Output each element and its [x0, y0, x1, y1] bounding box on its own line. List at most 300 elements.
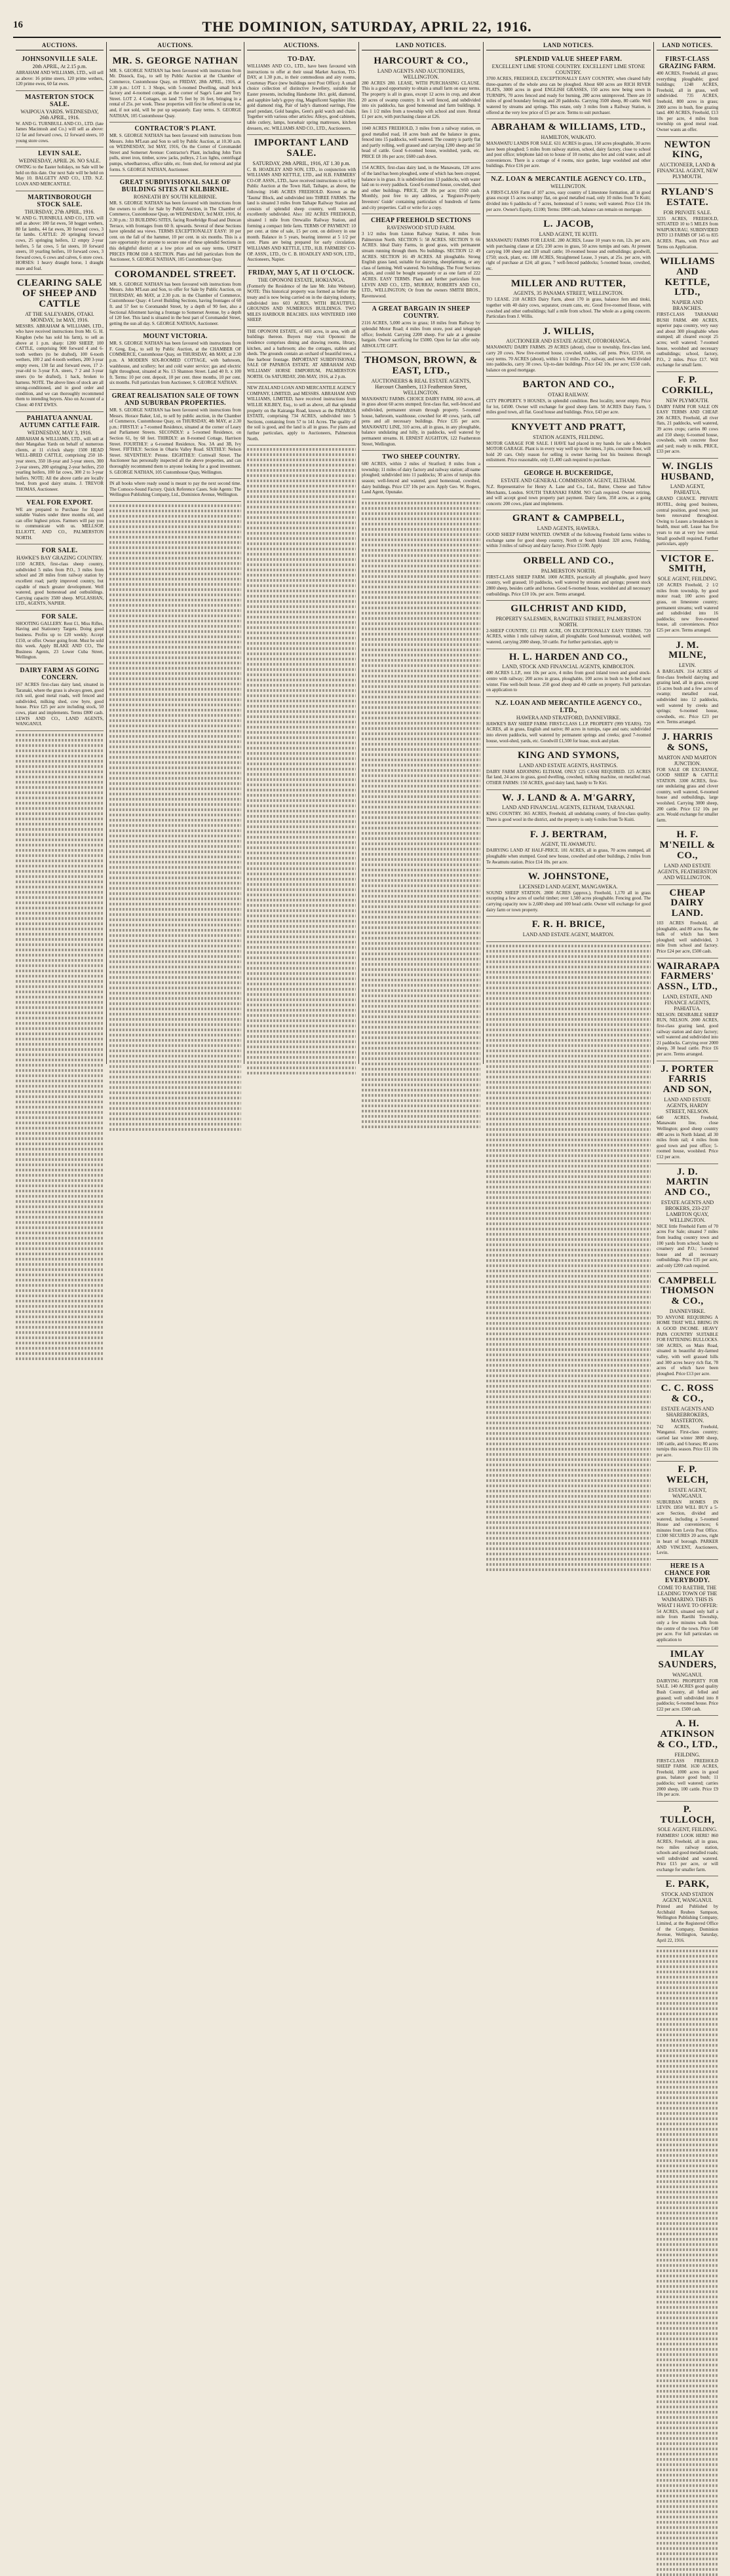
- ad-subheading: HAWKE'S BAY GRAZING COUNTRY.: [16, 555, 104, 561]
- ad-subheading: LAND AGENT, PAHIATUA.: [670, 483, 705, 496]
- print-line: [109, 725, 241, 727]
- print-line: [247, 495, 356, 498]
- print-line: [486, 1264, 651, 1267]
- print-line: [362, 502, 480, 504]
- ad-body: 3700 ACRES, FREEHOLD, EXCEPTIONALLY EASY COUNTRY, when cleared fully three-quarters of the whole area can be ploughed. About 600 acres are RICH RIVER FLATS, 3000 acres in good ENGLISH GRASSES, 150 acres now being sown in TURNIPS, 70 acres fenced and ready for burning, 280 acres unimproved. There are 10 miles of good boundary fencing and 20 paddocks. Carrying 3500 sheep, 80 cattle. Well watered by streams and springs. This estate, only 3 miles from a Railway Station, is offered at the very low price of £5 per acre. Terms to suit purchaser.: [486, 76, 651, 115]
- print-line: [109, 651, 241, 654]
- advertisement: [16, 664, 104, 731]
- print-line: [109, 1070, 241, 1073]
- print-line: [16, 1164, 104, 1166]
- print-line: [109, 1097, 241, 1099]
- print-line: [657, 2175, 718, 2178]
- print-line: [109, 919, 241, 921]
- print-line: [486, 1275, 651, 1278]
- print-line: [247, 616, 356, 618]
- print-line: [486, 1070, 651, 1073]
- print-line: [247, 941, 356, 943]
- print-line: [657, 2484, 718, 2487]
- print-line: [247, 794, 356, 797]
- print-line: [109, 787, 241, 790]
- print-line: [109, 1002, 241, 1005]
- print-line: [16, 1085, 104, 1088]
- print-line: [486, 1018, 651, 1021]
- ad-body: FIRST-CLASS SHEEP FARM. 1000 ACRES, practically all ploughable, good heavy country, well grassed; 10 paddocks, well watered by streams and springs; present stock 2800 sheep, besides cattle and horses. Good 6-roomed house, woolshed and all necessary outbuildings. Price £10 10s. per acre. Terms arranged.: [486, 574, 651, 597]
- print-line: [109, 1076, 241, 1078]
- print-line: [247, 841, 356, 844]
- print-line: [657, 2537, 718, 2539]
- print-line: [657, 2196, 718, 2199]
- print-line: [362, 580, 480, 583]
- print-line: [109, 1065, 241, 1068]
- print-line: [362, 974, 480, 976]
- print-line: [247, 899, 356, 901]
- print-line: [362, 659, 480, 662]
- print-line: [657, 2238, 718, 2241]
- print-line: [362, 1057, 480, 1060]
- print-line: [362, 1031, 480, 1034]
- print-line: [109, 950, 241, 953]
- ad-body: A BARGAIN. 314 ACRES of first-class freehold dairying and grazing land, all in grass, except 15 acres bush and a few acres of swamp; metalled road, subdivided into 12 paddocks, well watered by creeks and springs; 6-roomed house, cowsheds, etc. Price £23 per acre. Terms arranged.: [657, 669, 718, 725]
- print-line: [486, 1233, 651, 1236]
- print-line: [486, 1060, 651, 1063]
- print-line: [247, 784, 356, 786]
- print-line: [247, 820, 356, 823]
- print-line: [247, 993, 356, 996]
- print-line: [247, 506, 356, 508]
- advertisement: [657, 1876, 718, 1947]
- print-line: [109, 698, 241, 701]
- print-line: [486, 1495, 651, 1498]
- print-line: [362, 947, 480, 950]
- print-line: [362, 905, 480, 908]
- ad-heading: HARCOURT & CO.,: [374, 56, 469, 66]
- print-line: [486, 1112, 651, 1115]
- print-line: [486, 1055, 651, 1057]
- print-line: [486, 1422, 651, 1424]
- ad-body: CITY PROPERTY. 9 HOUSES, in splendid condition. Best locality, never empty. Price for lot, £4500. Owner will exchange for good sheep farm. 50 ACRES Dairy Farm, 5 miles good town, all flat. Good house and buildings. Price, £43 per acre.: [486, 398, 651, 415]
- print-line: [486, 1285, 651, 1288]
- ad-body: ABRAHAM & WILLIAMS, LTD., will sell at their Mangahao Yards on behalf of numerous clients, at 11 o'clock sharp: 1500 HEAD WELL-BRED CATTLE, comprising 250 18-year steers, 350 18-year and 3-year steers, 300 2-year steers, 200 springing 2-year heifers, 250 yearling heifers, 100 fat cows, 300 2 to 3-year heifers. NOTE: All the above cattle are locally bred, from good dairy strains. J. TREVOR THOMAS, Auctioneer.: [16, 436, 104, 492]
- print-line: [486, 1097, 651, 1099]
- print-line: [657, 2165, 718, 2167]
- print-line: [16, 970, 104, 972]
- print-line: [486, 1537, 651, 1540]
- print-line: [657, 2081, 718, 2083]
- column-header: AUCTIONS.: [16, 42, 104, 50]
- ad-heading: F. P. WELCH,: [666, 1464, 709, 1486]
- print-line: [109, 1008, 241, 1010]
- print-line: [362, 890, 480, 892]
- print-line: [362, 963, 480, 966]
- print-line: [486, 1526, 651, 1529]
- print-line: [657, 2007, 718, 2010]
- print-line: [657, 1971, 718, 1973]
- print-line: [362, 937, 480, 939]
- print-line: [486, 1427, 651, 1430]
- print-line: [247, 805, 356, 807]
- print-line: [486, 1411, 651, 1414]
- ad-subheading: SOLE AGENT, FEILDING.: [657, 1827, 718, 1833]
- print-line: [657, 2060, 718, 2062]
- print-line: [657, 2568, 718, 2571]
- print-line: [486, 1532, 651, 1534]
- print-line: [109, 808, 241, 811]
- ad-body: MOTOR GARAGE FOR SALE. I HAVE had placed in my hands for sale a Modern MOTOR GARAGE. Plant is in every way well up to the times, 3 pits, concrete floor, will hold 20 cars. Only reason for selling is owner having lost his business through enlistment. Price reasonable, only £1,400 cash required to purchase.: [486, 440, 651, 463]
- ad-heading: GILCHRIST AND KIDD,: [510, 603, 626, 615]
- print-line: [109, 531, 241, 533]
- print-line: [16, 802, 104, 805]
- print-line: [362, 601, 480, 604]
- print-line: [247, 605, 356, 608]
- ad-body: 1040 ACRES FREEHOLD, 3 miles from a railway station, on good metalled road, 18 acres bush and the balance in grass, fenced into 15 paddocks, well watered. The country is partly flat and partly rolling, well grassed and carrying 1200 sheep and 50 head of cattle. Good 6-roomed house, woolshed, yards, etc. PRICE £8 10s per acre; £600 cash down.: [362, 125, 480, 159]
- print-line: [16, 1022, 104, 1025]
- ad-subheading: WANGANUI.: [672, 1671, 702, 1678]
- print-line: [109, 704, 241, 706]
- print-line: [16, 760, 104, 763]
- ad-heading: W. INGLIS HUSBAND,: [661, 461, 714, 482]
- print-line: [247, 883, 356, 886]
- print-line: [16, 1080, 104, 1082]
- print-line: [16, 865, 104, 867]
- print-line: [16, 917, 104, 920]
- advertisement: [109, 267, 241, 331]
- print-line: [109, 599, 241, 601]
- ad-subheading: COME TO RAETIHI, THE LEADING TOWN OF THE WAIMARINO. THIS IS WHAT I HAVE TO OFFER:: [657, 1584, 718, 1608]
- print-line: [109, 1013, 241, 1015]
- print-line: [362, 691, 480, 693]
- print-line: [362, 774, 480, 777]
- ad-heading: J. D. MARTIN AND CO.,: [664, 1166, 711, 1198]
- advertisement: [247, 383, 356, 445]
- ad-body: C. B. HOADLEY AND SON, LTD., in conjunction with WILLIAMS AND KETTLE, LTD., and H.B. FARMERS' CO-OP. ASSN., LTD., have received instructions to sell by Public Auction at the Town Hall, Taihape, as above, the following: 1646 ACRES FREEHOLD. Known as the 'Tauma' Block, and subdivided into THREE FARMS. The land is situated 3 miles from Taihape Railway Station and consists of splendid sheep country, well watered, excellently subdivided. Also: 182 ACRES FREEHOLD, situated 1 mile from Orewailio Railway Station, and forming a compact little farm. TERMS OF PAYMENT: 10 per cent. at time of sale, 15 per cent. on delivery in one month. Balance in 5 years, bearing interest at 5 1/2 per cent. Plans are being prepared for early circulation. WILLIAMS AND KETTLE, LTD., H.B. FARMERS' CO-OP. ASSN., LTD., Or C. B. HOADLEY AND SON, LTD., Auctioneers, Napier.: [247, 166, 356, 263]
- ad-subheading: FEILDING.: [674, 1751, 701, 1758]
- print-line: [109, 903, 241, 905]
- print-line: [486, 1547, 651, 1550]
- print-line: [247, 1046, 356, 1048]
- print-line: [109, 683, 241, 685]
- print-line: [109, 730, 241, 732]
- ad-subheading: AGENTS, 35 PANAMA STREET, WELLINGTON.: [513, 290, 624, 297]
- print-line: [362, 544, 480, 546]
- print-line: [486, 1133, 651, 1136]
- ad-body: (Formerly the Residence of the late Mr. John Webster). NOTE: This historical property was formed as before the treaty and is now being carried on in the dairying industry, subdivided into 603 ACRES, WITH BEAUTIFUL GROUNDS AND NUMEROUS BUILDINGS. TWO MILES HARBOUR BEACHES. HAS WINTERED 1000 SHEEP.: [247, 283, 356, 323]
- print-line: [247, 726, 356, 729]
- print-line: [657, 2395, 718, 2398]
- ad-body: MR. S. GEORGE NATHAN has been favoured with instructions from Messrs. Horace Baker, Ltd., to sell by public auction, in the Chamber of Commerce, Customhouse Quay, on THURSDAY, 4th MAY, at 2.30 p.m.: FIRSTLY: a 7-roomed Residence, situated at the corner of Leary and Parliament Streets. SECONDLY: a 5-roomed Residence, on Section 61, by 60 feet. THIRDLY: an 8-roomed Cottage, Harrison Street. FOURTHLY: a 6-roomed Residence, Nos. 3A and 3B, Ivy Street. FIFTHLY: Section in Ohariu Valley Road. SIXTHLY: Nelson Street. SEVENTHLY: Petone. EIGHTHLY: Cornwall Street. The Auctioneer has personally inspected all the above properties, and can thoroughly recommend them to anyone looking for a good investment. S. GEORGE NATHAN, 105 Customhouse Quay, Wellington.: [109, 407, 241, 475]
- print-line: [109, 997, 241, 1000]
- print-line: [16, 1326, 104, 1329]
- ad-subheading: NEW PLYMOUTH.: [666, 397, 709, 404]
- print-line: [486, 955, 651, 958]
- ad-body: Printed and Published by Archibald Reuben Sampson, Wellington Publishing Company, Limited, at the Registered Office of the Company, Dominion Avenue, Wellington, Saturday, April 22, 1916.: [657, 1904, 718, 1943]
- print-line: [16, 938, 104, 941]
- print-line: [362, 900, 480, 903]
- advertisement: [657, 729, 718, 827]
- print-line: [657, 2039, 718, 2041]
- print-line: [657, 2458, 718, 2461]
- ad-body: SHOOTING GALLERY. Rent £1, Miss Rifles, Having and Stationery Targets. Doing good business. Profits up to £20 weekly. Accept £150, or offer. Owner going front. Must be sold this week. Apply BLAKE AND CO., The Business Agents, 23 Lower Cuba Street, Wellington.: [16, 620, 104, 660]
- print-line: [486, 1511, 651, 1513]
- small-print-filler: [657, 1950, 718, 2576]
- ad-body: 3 1/2 miles from Linton Railway Station, 8 miles from Palmerston North. SECTION 5: 58 ACRES. SECTION 9: 66 ACRES. Ideal Dairy Farms, in good grass, with permanent stream running through them. No buildings. SECTION 12: 49 ACRES. SECTION 16: 49 ACRES. All ploughable. Strong English grass land, suitable for dairying, sheepfarming, or any class of farming. Well watered. No buildings. The Four Sections adjoin, and could be bought separately or as one farm of 222 ACRES. EASY TERMS. Plans and further particulars from LEVIN AND CO., LTD., MURRAY, ROBERTS AND CO., LTD., WELLINGTON; Or from the owners SMITH BROS., Ravenswood.: [362, 231, 480, 299]
- print-line: [657, 2138, 718, 2141]
- ad-heading: THOMSON, BROWN, & EAST, LTD.,: [364, 355, 478, 377]
- print-line: [486, 1479, 651, 1482]
- ad-heading: H. F. M'NEILL & CO.,: [659, 829, 716, 861]
- advertisement: [362, 352, 480, 451]
- ad-body: 1150 ACRES, first-class sheep country, subdivided 5 miles from P.O., 3 miles from school and 28 miles from railway station by excellent road; partly improved country, but capable of much greater development. Well watered, good homestead and outbuildings. Carrying capacity 3500 sheep. M'GLASHAN, LTD., AGENTS, NAPIER.: [16, 561, 104, 607]
- print-line: [16, 1357, 104, 1360]
- advertisement: [16, 53, 104, 91]
- ad-body: MR. S. GEORGE NATHAN has been favoured with instructions from Messrs. John M'Lean and Son to sell by Public Auction, at 10.30 a.m. on WEDNESDAY, 3rd MAY, 1916, On the Corner of Coromandel Street and Somerset Avenue: Contractor's Plant, including John Turn pulls, street iron, timber, screw jacks, pulleys, 2 Lux lights, centrifugal pumps, wheelbarrows, office table, etc. from shed, for removal and plat forms. S. GEORGE NATHAN, Auctioneer.: [109, 133, 241, 172]
- print-line: [657, 2290, 718, 2293]
- ad-heading: IMPORTANT LAND SALE.: [254, 138, 349, 159]
- print-line: [109, 677, 241, 680]
- print-line: [362, 654, 480, 656]
- advertisement: [657, 1061, 718, 1164]
- print-line: [247, 490, 356, 493]
- print-line: [247, 684, 356, 687]
- print-line: [486, 1044, 651, 1047]
- print-line: [16, 886, 104, 888]
- print-line: [247, 789, 356, 791]
- print-line: [16, 854, 104, 857]
- print-line: [247, 668, 356, 671]
- advertisement: [657, 551, 718, 637]
- print-line: [657, 1997, 718, 1999]
- print-line: [486, 1081, 651, 1084]
- advertisement: [247, 135, 356, 267]
- print-line: [362, 869, 480, 871]
- print-line: [16, 985, 104, 988]
- print-line: [16, 818, 104, 820]
- print-line: [362, 748, 480, 751]
- print-line: [657, 1960, 718, 1963]
- print-line: [657, 2096, 718, 2099]
- print-line: [109, 609, 241, 612]
- print-line: [657, 2070, 718, 2073]
- print-line: [657, 2327, 718, 2330]
- print-line: [657, 2364, 718, 2366]
- print-line: [247, 825, 356, 828]
- print-line: [657, 2028, 718, 2031]
- print-line: [486, 1039, 651, 1042]
- print-line: [486, 1464, 651, 1466]
- print-line: [16, 1137, 104, 1140]
- print-line: [657, 2023, 718, 2026]
- print-line: [16, 1279, 104, 1281]
- print-line: [362, 512, 480, 515]
- print-line: [486, 1091, 651, 1094]
- ad-subheading: WEDNESDAY, MAY 3, 1916.: [27, 429, 92, 436]
- print-line: [247, 705, 356, 708]
- print-line: [247, 988, 356, 991]
- print-line: [362, 1089, 480, 1091]
- print-line: [362, 926, 480, 929]
- advertisement: [362, 53, 480, 124]
- print-line: [486, 1416, 651, 1419]
- ad-subheading: LAND AND ESTATE AGENTS, FEATHERSTON AND WELLINGTON.: [657, 862, 718, 881]
- print-line: [657, 2222, 718, 2225]
- print-line: [247, 1035, 356, 1038]
- print-line: [362, 753, 480, 756]
- ad-heading: GEORGE H. BUCKERIDGE,: [524, 470, 613, 478]
- ad-heading: SPLENDID VALUE SHEEP FARM.: [514, 56, 623, 63]
- print-line: [16, 964, 104, 967]
- ad-body: HAWKE'S BAY SHEEP FARM: FIRST-CLASS L.I.P. PROPERTY (999 YEARS). 720 ACRES, all in grass, English and native; 80 acres in turnips, rape and oats; subdivided into eleven paddocks, well watered by permanent springs and creeks; good 7-roomed house, wool-shed, yards, etc. Goodwill £1,500 for lease, stock and plant.: [486, 721, 651, 744]
- ad-subheading: LAND AND ESTATE AGENT, MARTON.: [522, 932, 615, 938]
- ad-body: 742 ACRES, Freehold, Wanganui. First-class country; carried last winter 3800 sheep, 100 cattle, and 6 horses; 80 acres turnips this season. Price £11 10s per acre.: [657, 1424, 718, 1458]
- ad-heading: N.Z. LOAN AND MERCANTILE AGENCY CO., LTD.,: [495, 699, 642, 714]
- print-line: [657, 2123, 718, 2125]
- ad-heading: MR. S. GEORGE NATHAN: [112, 56, 239, 66]
- print-line: [657, 2453, 718, 2455]
- print-line: [657, 2018, 718, 2020]
- print-line: [16, 755, 104, 757]
- advertisement: [16, 412, 104, 497]
- print-line: [657, 2264, 718, 2267]
- print-line: [109, 557, 241, 559]
- print-line: [657, 2102, 718, 2104]
- advertisement: [16, 275, 104, 411]
- print-line: [362, 1052, 480, 1055]
- ad-subheading: SATURDAY, 29th APRIL, 1916, AT 1.30 p.m.: [252, 160, 351, 166]
- ad-heading: GRANT & CAMPBELL,: [512, 513, 625, 524]
- print-line: [16, 1274, 104, 1276]
- print-line: [657, 2563, 718, 2566]
- print-line: [16, 943, 104, 946]
- print-line: [486, 976, 651, 979]
- print-line: [109, 987, 241, 989]
- print-line: [109, 740, 241, 743]
- print-line: [657, 2358, 718, 2361]
- print-line: [247, 862, 356, 865]
- print-line: [109, 520, 241, 523]
- print-line: [486, 1354, 651, 1356]
- print-line: [109, 1091, 241, 1094]
- print-line: [362, 596, 480, 599]
- ad-heading: F. J. BERTRAM,: [529, 829, 607, 840]
- print-line: [362, 1021, 480, 1023]
- print-line: [657, 2448, 718, 2450]
- print-line: [486, 1401, 651, 1403]
- print-line: [486, 1458, 651, 1461]
- print-line: [247, 459, 356, 461]
- ad-body: WE are prepared to Purchase for Export suitable Vealers under three months old, and can offer highest prices. Farmers will pay you to communicate with us. MELLSOP, ELLIOTT, AND CO., PALMERSTON NORTH.: [16, 506, 104, 540]
- print-line: [362, 979, 480, 981]
- print-line: [16, 1069, 104, 1072]
- print-line: [16, 1268, 104, 1271]
- ad-body: THE OPONONI ESTATE, of 603 acres, in area, with all buildings thereon. Buyers may visit Opononi: the residence comprises dining and drawing rooms, library, kitchen, and a bathroom; also the cottages, stables and sheds. The grounds contain an orchard of beautiful trees, a fine harbour frontage. IMPORTANT SUBDIVISIONAL SALE OF PAPAROA ESTATE. AT ABRAHAM AND WILLIAMS' HORSE EMPORIUM, PALMERSTON NORTH. On SATURDAY, 20th MAY, 1916, at 2 p.m.: [247, 328, 356, 379]
- print-line: [657, 2521, 718, 2524]
- print-line: [486, 1202, 651, 1204]
- print-line: [657, 2348, 718, 2351]
- ad-heading: KNYVETT AND PRATT,: [511, 421, 626, 432]
- ad-subheading: PALMERSTON NORTH.: [541, 567, 596, 574]
- ad-heading: VEAL FOR EXPORT.: [26, 499, 93, 506]
- print-line: [16, 1184, 104, 1187]
- print-line: [362, 1110, 480, 1112]
- print-line: [109, 960, 241, 963]
- print-line: [109, 552, 241, 554]
- print-line: [362, 932, 480, 934]
- print-line: [16, 1258, 104, 1260]
- print-line: [109, 955, 241, 958]
- print-line: [486, 1301, 651, 1304]
- print-line: [657, 2322, 718, 2324]
- print-line: [657, 2495, 718, 2497]
- print-line: [362, 549, 480, 552]
- ad-heading: RYLAND'S ESTATE.: [661, 187, 714, 208]
- print-line: [16, 1331, 104, 1334]
- print-line: [486, 1443, 651, 1445]
- print-line: [362, 921, 480, 924]
- print-line: [247, 810, 356, 812]
- print-line: [486, 1002, 651, 1005]
- print-line: [247, 1040, 356, 1043]
- print-line: [16, 1111, 104, 1114]
- print-line: [109, 976, 241, 979]
- print-line: [16, 1200, 104, 1203]
- print-line: [486, 981, 651, 984]
- print-line: [362, 622, 480, 625]
- ad-subheading: MARTON AND MARTON JUNCTION.: [658, 754, 717, 767]
- ad-heading: F. P. CORKILL,: [661, 375, 714, 396]
- print-line: [657, 2516, 718, 2518]
- print-line: [362, 785, 480, 787]
- print-line: [247, 1072, 356, 1074]
- print-line: [109, 966, 241, 968]
- advertisement: [247, 327, 356, 383]
- print-line: [247, 857, 356, 860]
- column-header: AUCTIONS.: [109, 42, 241, 50]
- print-line: [247, 464, 356, 466]
- print-line: [362, 790, 480, 793]
- print-line: [16, 881, 104, 883]
- print-line: [657, 2269, 718, 2272]
- print-line: [362, 832, 480, 835]
- print-line: [16, 1101, 104, 1103]
- ad-heading: W. J. LAND & A. M'GARRY,: [501, 792, 636, 803]
- advertisement: [486, 510, 651, 553]
- print-line: [109, 1128, 241, 1131]
- print-line: [657, 2280, 718, 2282]
- print-line: [16, 1090, 104, 1093]
- print-line: [657, 2437, 718, 2440]
- print-line: [247, 595, 356, 597]
- print-line: [109, 709, 241, 711]
- print-line: [362, 816, 480, 819]
- ad-subheading: AUCTIONEER AND ESTATE AGENT, OTOROHANGA.: [506, 338, 631, 345]
- ad-subheading: LAND, STOCK AND FINANCIAL AGENTS, KIMBOLTON.: [502, 664, 635, 670]
- print-line: [362, 1115, 480, 1118]
- advertisement: [486, 790, 651, 827]
- print-line: [657, 1976, 718, 1979]
- print-line: [247, 532, 356, 535]
- print-line: [362, 727, 480, 730]
- print-line: [486, 960, 651, 963]
- print-line: [16, 1043, 104, 1046]
- print-line: [362, 1084, 480, 1086]
- print-line: [362, 643, 480, 646]
- print-line: [486, 1568, 651, 1571]
- newspaper-title: THE DOMINION, SATURDAY, APRIL 22, 1916.: [202, 18, 532, 35]
- ad-body: KING COUNTRY. 365 ACRES, Freehold, all undulating country, of first-class quality. There is good wool in the district, and the property is only 6 miles from Te Kuiti.: [486, 811, 651, 822]
- ad-body: 3235 ACRES, FREEHOLD, SITUATED 10 to 5 MILES from WAIPUKURAU, SUBDIVIDED INTO 13 FARMS OF 145 to 835 ACRES. Plans, with Price and Terms on Application.: [657, 216, 718, 250]
- print-line: [657, 2500, 718, 2503]
- ad-body: DAIRY FARM ADJOINING ELTHAM, ONLY £25 CASH REQUIRED. 125 ACRES flat land, 24 acres in grass, good dwelling, cowshed, milking machine, on metalled road. OTHER FARMS: 150 ACRES, good dairy land, handy to Te Kiri.: [486, 768, 651, 786]
- ad-subheading: AUCTIONEERS & REAL ESTATE AGENTS, Harcourt Chambers, 113 Featherston Street, WELLINGTON.: [371, 377, 471, 396]
